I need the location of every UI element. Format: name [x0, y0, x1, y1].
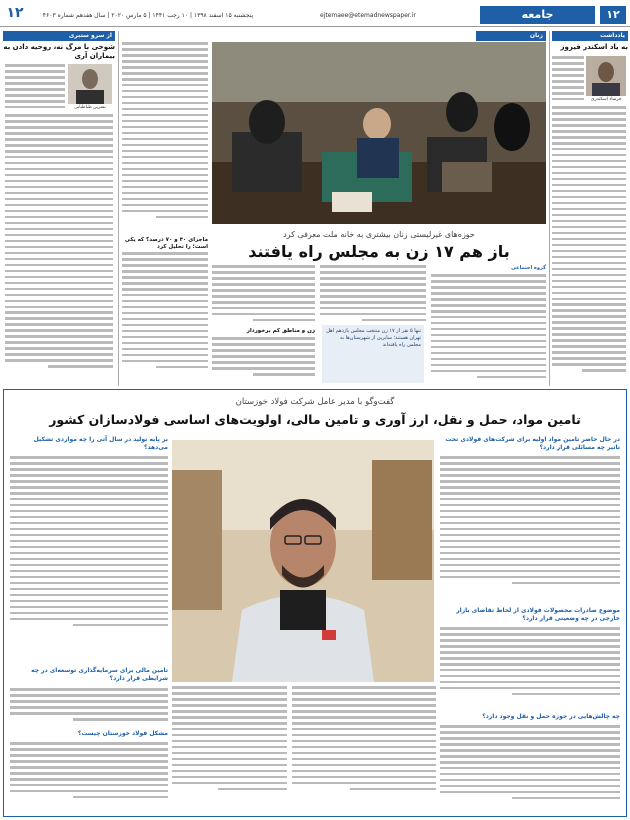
- left-column-body: [5, 114, 113, 384]
- question-6: تامین مالی برای سرمایه‌گذاری توسعه‌ای در چه شرایطی قرار دارد؟: [31, 667, 168, 682]
- parliament-photo: [212, 42, 546, 224]
- story-continuation-top: [122, 42, 208, 234]
- story-subheading: زن و مناطق کم برخوردار: [246, 328, 315, 334]
- interviewee-photo: [172, 440, 434, 682]
- answer-2: [440, 627, 620, 709]
- question-3: چه چالش‌هایی در حوزه حمل و نقل وجود دارد؟: [482, 713, 620, 720]
- author-portrait-icon: [586, 56, 626, 96]
- page-number-left: ۱۲: [6, 5, 24, 21]
- question-5: مشکل فولاد خوزستان چیست؟: [77, 730, 168, 737]
- interview-kicker: گفت‌وگو با مدیر عامل شرکت فولاد خوزستان: [235, 397, 395, 407]
- page-number-right: ۱۲: [600, 6, 626, 24]
- answer-col2: [292, 686, 436, 810]
- right-author-name: فرشاد اسکندری: [590, 97, 622, 102]
- left-author-portrait-icon: [68, 64, 112, 104]
- answer-col3: [172, 686, 287, 810]
- date-line: پنجشنبه ۱۵ اسفند ۱۳۹۸ | ۱۰ رجب ۱۴۴۱ | ۵ مارس ۲۰۲۰ | سال هفدهم شماره ۴۶۰۳: [42, 12, 254, 19]
- answer-4: [10, 456, 168, 666]
- left-author-name: نسرین طباطبایی: [74, 105, 106, 110]
- story-continuation-bottom: [122, 252, 208, 384]
- answer-1: [440, 456, 620, 606]
- answer-6: [10, 688, 168, 728]
- column-divider: [549, 31, 550, 386]
- story-body-col3b: [212, 337, 315, 384]
- section-title: جامعه: [480, 6, 595, 24]
- photo-caption-heading: ماجرای ۴۰ و ۷۰ درصد؟ که یکی است؛ را تحلیل کرد: [124, 237, 208, 250]
- right-column-body-top: [552, 56, 584, 106]
- story-body-col3: [212, 265, 315, 325]
- column-label-right: یادداشت: [552, 31, 628, 41]
- question-1: در حال حاضر تامین مواد اولیه برای شرکت‌های فولادی تحت تاثیر چه مسائلی قرار دارد؟: [445, 436, 620, 451]
- left-column-title: شوخی با مرگ نه، روحیه دادن به بیماران آری: [3, 43, 115, 60]
- interview-headline: تامین مواد، حمل و نقل، ارز آوری و تامین مالی، اولویت‌های اساسی فولادسازان کشور: [49, 412, 581, 427]
- parliament-scene-icon: [212, 42, 546, 224]
- question-4: بر پایه تولید در سال آتی را چه مواردی تشکیل می‌دهد؟: [33, 436, 168, 451]
- interviewee-portrait-icon: [172, 440, 434, 682]
- answer-3: [440, 725, 620, 811]
- author-photo: [586, 56, 626, 96]
- left-author-photo: [68, 64, 112, 104]
- column-label-left: از سرو ستبری: [3, 31, 115, 41]
- story-headline: باز هم ۱۷ زن به مجلس راه یافتند: [248, 242, 510, 261]
- left-column-body-top: [5, 64, 65, 112]
- story-body-col1: [431, 274, 546, 384]
- story-kicker: حوزه‌های غیرلیستی زنان بیشتری به خانه ملت معرفی کرد: [283, 230, 475, 239]
- question-2: موضوع صادرات محصولات فولادی از لحاظ تقاضای بازار خارجی در چه وضعیتی قرار دارد؟: [456, 607, 620, 622]
- story-body-col2: [320, 265, 426, 325]
- story-highlight-box: تنها ۵ نفر از ۱۷ زن منتخب مجلس یازدهم اهل تهران هستند؛ سایرین از شهرستان‌ها به مجلس راه یافته‌اند: [322, 325, 424, 383]
- column-divider-left: [118, 31, 119, 386]
- answer-5: [10, 742, 168, 810]
- column-label-main: زنان: [476, 31, 546, 41]
- right-column-title: به یاد اسکندر فیروز: [560, 43, 628, 51]
- right-column-body: [552, 106, 626, 381]
- story-byline: گروه اجتماعی: [511, 265, 546, 271]
- section-email[interactable]: ejtemaee@etemadnewspaper.ir: [320, 12, 416, 19]
